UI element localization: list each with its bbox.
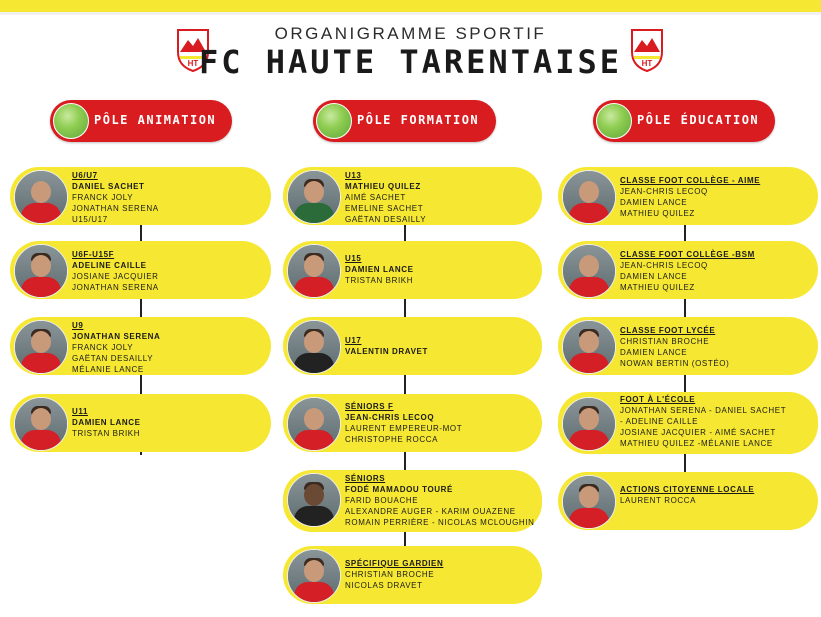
team-member: FARID BOUACHE (345, 496, 419, 505)
team-member: MATHIEU QUILEZ (620, 209, 695, 218)
team-member: CHRISTOPHE ROCCA (345, 435, 439, 444)
team-member: FRANCK JOLY (72, 343, 134, 352)
football-pitch-icon (53, 103, 89, 139)
page-subtitle: ORGANIGRAMME SPORTIF (274, 24, 547, 43)
coach-photo (14, 397, 68, 451)
team-category: ACTIONS CITOYENNE LOCALE (620, 485, 755, 494)
coach-photo (14, 170, 68, 224)
pole-animation (50, 100, 232, 142)
pole-label: PÔLE FORMATION (357, 113, 480, 127)
pole-label: PÔLE ÉDUCATION (637, 113, 760, 127)
coach-photo (14, 244, 68, 298)
team-member: JONATHAN SERENA (72, 204, 159, 213)
team-lead: JEAN-CHRIS LECOQ (345, 413, 435, 422)
coach-photo (287, 473, 341, 527)
team-card (283, 394, 542, 452)
team-member: TRISTAN BRIKH (72, 429, 141, 438)
team-member: GAËTAN DESAILLY (345, 215, 427, 224)
team-member: ROMAIN PERRIÈRE - NICOLAS MCLOUGHIN (345, 518, 535, 527)
coach-photo (287, 320, 341, 374)
team-member: MATHIEU QUILEZ -MÉLANIE LANCE (620, 439, 773, 448)
coach-photo (287, 244, 341, 298)
top-divider (0, 12, 821, 15)
team-category: CLASSE FOOT COLLÈGE -BSM (620, 250, 755, 259)
team-category: U15 (345, 254, 362, 263)
team-card (10, 394, 271, 452)
coach-photo (562, 244, 616, 298)
coach-photo (14, 320, 68, 374)
team-member: NICOLAS DRAVET (345, 581, 423, 590)
team-lead: JONATHAN SERENA (72, 332, 161, 341)
team-category: SÉNIORS (345, 474, 386, 483)
logo-text: HT (187, 59, 199, 68)
team-category: U6F-U15F (72, 250, 115, 259)
team-member: DAMIEN LANCE (620, 272, 688, 281)
team-member: ALEXANDRE AUGER - KARIM OUAZENE (345, 507, 516, 516)
team-card (558, 317, 818, 375)
pole-formation (313, 100, 496, 142)
team-card (283, 167, 542, 225)
team-member: LAURENT ROCCA (620, 496, 697, 505)
team-card (283, 241, 542, 299)
team-lead: DANIEL SACHET (72, 182, 145, 191)
team-member: EMELINE SACHET (345, 204, 424, 213)
logo-text: HT (641, 59, 653, 68)
team-card (558, 392, 818, 454)
team-member: GAËTAN DESAILLY (72, 354, 154, 363)
team-member: JEAN-CHRIS LECOQ (620, 261, 708, 270)
team-member: JONATHAN SERENA - DANIEL SACHET (620, 406, 787, 415)
team-category: SÉNIORS F (345, 402, 394, 411)
team-member: TRISTAN BRIKH (345, 276, 414, 285)
pole-education (593, 100, 775, 142)
team-member: JOSIANE JACQUIER (72, 272, 159, 281)
coach-photo (562, 397, 616, 451)
coach-photo (287, 549, 341, 603)
team-member: MATHIEU QUILEZ (620, 283, 695, 292)
team-member: U15/U17 (72, 215, 108, 224)
team-lead: ADELINE CAILLE (72, 261, 147, 270)
team-category: U13 (345, 171, 362, 180)
team-category: U17 (345, 336, 362, 345)
coach-photo (562, 170, 616, 224)
coach-photo (562, 475, 616, 529)
team-member: JEAN-CHRIS LECOQ (620, 187, 708, 196)
team-lead: VALENTIN DRAVET (345, 347, 428, 356)
team-category: SPÉCIFIQUE GARDIEN (345, 559, 444, 568)
team-member: LAURENT EMPEREUR-MOT (345, 424, 463, 433)
team-card (558, 241, 818, 299)
team-lead: DAMIEN LANCE (345, 265, 414, 274)
coach-photo (562, 320, 616, 374)
team-card (283, 546, 542, 604)
team-member: AIMÉ SACHET (345, 193, 406, 202)
page-title: FC HAUTE TARENTAISE (198, 43, 623, 81)
team-member: DAMIEN LANCE (620, 348, 688, 357)
team-member: NOWAN BERTIN (OSTÉO) (620, 359, 730, 368)
team-category: U11 (72, 407, 89, 416)
team-category: CLASSE FOOT COLLÈGE - AIME (620, 176, 761, 185)
coach-photo (287, 397, 341, 451)
team-lead: FODÉ MAMADOU TOURÉ (345, 485, 453, 494)
team-card (283, 470, 542, 532)
team-category: U6/U7 (72, 171, 98, 180)
team-lead: MATHIEU QUILEZ (345, 182, 421, 191)
team-card (10, 167, 271, 225)
team-card (558, 167, 818, 225)
team-category: FOOT À L'ÉCOLE (620, 395, 696, 404)
pole-label: PÔLE ANIMATION (94, 113, 217, 127)
team-member: MÉLANIE LANCE (72, 365, 144, 374)
team-card (283, 317, 542, 375)
team-member: DAMIEN LANCE (620, 198, 688, 207)
team-member: JOSIANE JACQUIER - AIMÉ SACHET (620, 428, 776, 437)
team-member: - ADELINE CAILLE (620, 417, 699, 426)
team-member: CHRISTIAN BROCHE (620, 337, 710, 346)
top-banner (0, 0, 821, 12)
team-member: FRANCK JOLY (72, 193, 134, 202)
team-card (10, 241, 271, 299)
football-pitch-icon (596, 103, 632, 139)
team-category: CLASSE FOOT LYCÉE (620, 326, 716, 335)
football-pitch-icon (316, 103, 352, 139)
team-category: U9 (72, 321, 84, 330)
team-member: CHRISTIAN BROCHE (345, 570, 435, 579)
team-lead: DAMIEN LANCE (72, 418, 141, 427)
coach-photo (287, 170, 341, 224)
team-card (558, 472, 818, 530)
team-card (10, 317, 271, 375)
team-member: JONATHAN SERENA (72, 283, 159, 292)
